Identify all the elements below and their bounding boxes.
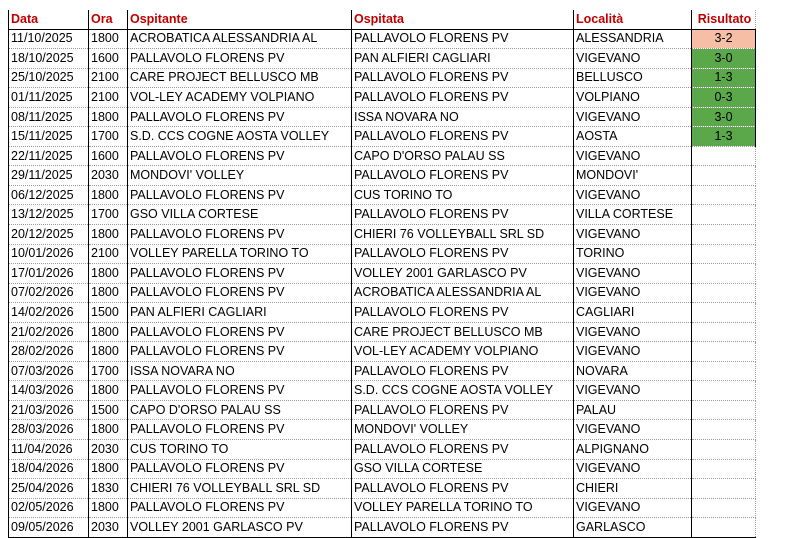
cell-data[interactable]: 28/03/2026 <box>9 420 89 440</box>
header-ospitante[interactable]: Ospitante <box>128 10 352 29</box>
cell-data[interactable]: 17/01/2026 <box>9 264 89 284</box>
cell-data[interactable]: 07/02/2026 <box>9 283 89 303</box>
cell-ora[interactable]: 2030 <box>89 166 128 186</box>
table-row <box>9 205 756 225</box>
cell-ora[interactable]: 1800 <box>89 107 128 127</box>
cell-ospitante[interactable]: PALLAVOLO FLORENS PV <box>128 459 352 479</box>
header-risultato[interactable]: Risultato <box>692 10 756 29</box>
cell-ospitante[interactable]: PALLAVOLO FLORENS PV <box>128 49 352 69</box>
cell-ora[interactable]: 1800 <box>89 381 128 401</box>
cell-ospitante[interactable]: PALLAVOLO FLORENS PV <box>128 283 352 303</box>
table-row <box>9 303 756 323</box>
table-row <box>9 381 756 401</box>
cell-risultato[interactable] <box>692 205 756 225</box>
cell-risultato[interactable] <box>692 264 756 284</box>
cell-ospitata[interactable]: VOL-LEY ACADEMY VOLPIANO <box>352 342 574 362</box>
cell-data[interactable]: 08/11/2025 <box>9 107 89 127</box>
cell-risultato[interactable] <box>692 303 756 323</box>
cell-ora[interactable]: 1800 <box>89 342 128 362</box>
cell-ora[interactable]: 1800 <box>89 283 128 303</box>
cell-ora[interactable]: 1600 <box>89 146 128 166</box>
cell-localita[interactable]: VIGEVANO <box>574 49 692 69</box>
cell-ospitante[interactable]: CARE PROJECT BELLUSCO MB <box>128 68 352 88</box>
cell-data[interactable]: 09/05/2026 <box>9 518 89 538</box>
cell-localita[interactable]: ALPIGNANO <box>574 440 692 460</box>
cell-ospitata[interactable]: GSO VILLA CORTESE <box>352 459 574 479</box>
cell-ospitata[interactable]: PALLAVOLO FLORENS PV <box>352 400 574 420</box>
cell-localita[interactable]: MONDOVI' <box>574 166 692 186</box>
table-row <box>9 225 756 245</box>
schedule-sheet <box>8 10 756 538</box>
cell-data[interactable]: 14/02/2026 <box>9 303 89 323</box>
cell-risultato[interactable]: 3-0 <box>692 107 756 127</box>
cell-risultato[interactable]: 1-3 <box>692 127 756 147</box>
cell-ora[interactable]: 2030 <box>89 518 128 538</box>
cell-data[interactable]: 29/11/2025 <box>9 166 89 186</box>
table-row <box>9 127 756 147</box>
cell-data[interactable]: 06/12/2025 <box>9 185 89 205</box>
cell-ospitante[interactable]: S.D. CCS COGNE AOSTA VOLLEY <box>128 127 352 147</box>
cell-ospitata[interactable]: PALLAVOLO FLORENS PV <box>352 244 574 264</box>
table-row <box>9 49 756 69</box>
cell-ospitante[interactable]: VOLLEY PARELLA TORINO TO <box>128 244 352 264</box>
cell-ospitante[interactable]: MONDOVI' VOLLEY <box>128 166 352 186</box>
cell-ospitante[interactable]: GSO VILLA CORTESE <box>128 205 352 225</box>
cell-ospitata[interactable]: ISSA NOVARA NO <box>352 107 574 127</box>
cell-ospitante[interactable]: VOLLEY 2001 GARLASCO PV <box>128 518 352 538</box>
cell-risultato[interactable] <box>692 244 756 264</box>
cell-ora[interactable]: 1600 <box>89 49 128 69</box>
cell-localita[interactable]: GARLASCO <box>574 518 692 538</box>
cell-ora[interactable]: 1800 <box>89 498 128 518</box>
cell-risultato[interactable] <box>692 498 756 518</box>
cell-ora[interactable]: 1800 <box>89 459 128 479</box>
cell-data[interactable]: 20/12/2025 <box>9 225 89 245</box>
cell-data[interactable]: 28/02/2026 <box>9 342 89 362</box>
table-body <box>9 29 756 537</box>
cell-data[interactable]: 25/10/2025 <box>9 68 89 88</box>
cell-ospitante[interactable]: PALLAVOLO FLORENS PV <box>128 420 352 440</box>
cell-risultato[interactable] <box>692 146 756 166</box>
cell-risultato[interactable] <box>692 185 756 205</box>
cell-risultato[interactable] <box>692 166 756 186</box>
cell-ora[interactable]: 1500 <box>89 400 128 420</box>
cell-ospitata[interactable]: PALLAVOLO FLORENS PV <box>352 440 574 460</box>
cell-localita[interactable]: VIGEVANO <box>574 185 692 205</box>
cell-localita[interactable]: VIGEVANO <box>574 459 692 479</box>
cell-risultato[interactable] <box>692 479 756 499</box>
cell-data[interactable]: 18/04/2026 <box>9 459 89 479</box>
table-row <box>9 342 756 362</box>
cell-risultato[interactable]: 3-0 <box>692 49 756 69</box>
cell-ora[interactable]: 1800 <box>89 322 128 342</box>
cell-localita[interactable]: CAGLIARI <box>574 303 692 323</box>
cell-localita[interactable]: VIGEVANO <box>574 146 692 166</box>
cell-ora[interactable]: 1500 <box>89 303 128 323</box>
table-row <box>9 244 756 264</box>
cell-ora[interactable]: 1800 <box>89 420 128 440</box>
cell-ospitata[interactable]: VOLLEY 2001 GARLASCO PV <box>352 264 574 284</box>
cell-risultato[interactable] <box>692 381 756 401</box>
cell-ospitante[interactable]: PALLAVOLO FLORENS PV <box>128 146 352 166</box>
cell-risultato[interactable]: 3-2 <box>692 29 756 49</box>
cell-ospitante[interactable]: CAPO D'ORSO PALAU SS <box>128 400 352 420</box>
cell-localita[interactable]: VIGEVANO <box>574 420 692 440</box>
cell-localita[interactable]: VIGEVANO <box>574 225 692 245</box>
cell-localita[interactable]: PALAU <box>574 400 692 420</box>
cell-ospitante[interactable]: PALLAVOLO FLORENS PV <box>128 342 352 362</box>
table-row <box>9 459 756 479</box>
cell-ospitante[interactable]: VOL-LEY ACADEMY VOLPIANO <box>128 88 352 108</box>
cell-data[interactable]: 13/12/2025 <box>9 205 89 225</box>
cell-ospitante[interactable]: PALLAVOLO FLORENS PV <box>128 498 352 518</box>
table-row <box>9 166 756 186</box>
cell-ospitante[interactable]: PAN ALFIERI CAGLIARI <box>128 303 352 323</box>
cell-data[interactable]: 11/10/2025 <box>9 29 89 49</box>
cell-localita[interactable]: VIGEVANO <box>574 283 692 303</box>
header-ora[interactable]: Ora <box>89 10 128 29</box>
cell-ospitata[interactable]: PALLAVOLO FLORENS PV <box>352 205 574 225</box>
cell-ospitata[interactable]: CARE PROJECT BELLUSCO MB <box>352 322 574 342</box>
cell-localita[interactable]: VOLPIANO <box>574 88 692 108</box>
cell-ospitata[interactable]: PALLAVOLO FLORENS PV <box>352 68 574 88</box>
cell-ospitante[interactable]: PALLAVOLO FLORENS PV <box>128 185 352 205</box>
cell-data[interactable]: 01/11/2025 <box>9 88 89 108</box>
cell-ora[interactable]: 1830 <box>89 479 128 499</box>
cell-ora[interactable]: 2100 <box>89 244 128 264</box>
table-row <box>9 322 756 342</box>
table-row <box>9 518 756 538</box>
cell-ora[interactable]: 2100 <box>89 88 128 108</box>
cell-ospitante[interactable]: CHIERI 76 VOLLEYBALL SRL SD <box>128 479 352 499</box>
cell-ora[interactable]: 1700 <box>89 205 128 225</box>
cell-ospitante[interactable]: CUS TORINO TO <box>128 440 352 460</box>
cell-ospitata[interactable]: PAN ALFIERI CAGLIARI <box>352 49 574 69</box>
cell-localita[interactable]: VIGEVANO <box>574 107 692 127</box>
cell-risultato[interactable] <box>692 322 756 342</box>
cell-data[interactable]: 25/04/2026 <box>9 479 89 499</box>
cell-localita[interactable]: VIGEVANO <box>574 498 692 518</box>
cell-localita[interactable]: ALESSANDRIA <box>574 29 692 49</box>
cell-risultato[interactable]: 0-3 <box>692 88 756 108</box>
cell-ospitata[interactable]: CHIERI 76 VOLLEYBALL SRL SD <box>352 225 574 245</box>
table-row <box>9 400 756 420</box>
cell-risultato[interactable] <box>692 342 756 362</box>
cell-localita[interactable]: VIGEVANO <box>574 342 692 362</box>
cell-data[interactable]: 10/01/2026 <box>9 244 89 264</box>
cell-ora[interactable]: 1700 <box>89 127 128 147</box>
table-row <box>9 29 756 49</box>
cell-risultato[interactable] <box>692 420 756 440</box>
cell-ospitata[interactable]: PALLAVOLO FLORENS PV <box>352 518 574 538</box>
cell-data[interactable]: 02/05/2026 <box>9 498 89 518</box>
cell-ora[interactable]: 1800 <box>89 225 128 245</box>
cell-ospitata[interactable]: PALLAVOLO FLORENS PV <box>352 479 574 499</box>
cell-risultato[interactable] <box>692 361 756 381</box>
cell-risultato[interactable] <box>692 283 756 303</box>
cell-risultato[interactable] <box>692 440 756 460</box>
table-row <box>9 420 756 440</box>
table-row <box>9 185 756 205</box>
cell-ospitata[interactable]: PALLAVOLO FLORENS PV <box>352 127 574 147</box>
header-localita[interactable]: Località <box>574 10 692 29</box>
cell-ospitata[interactable]: MONDOVI' VOLLEY <box>352 420 574 440</box>
cell-ospitata[interactable]: PALLAVOLO FLORENS PV <box>352 303 574 323</box>
cell-ospitante[interactable]: PALLAVOLO FLORENS PV <box>128 264 352 284</box>
cell-data[interactable]: 14/03/2026 <box>9 381 89 401</box>
cell-data[interactable]: 21/02/2026 <box>9 322 89 342</box>
cell-data[interactable]: 15/11/2025 <box>9 127 89 147</box>
cell-localita[interactable]: VILLA CORTESE <box>574 205 692 225</box>
cell-ospitante[interactable]: PALLAVOLO FLORENS PV <box>128 225 352 245</box>
header-ospitata[interactable]: Ospitata <box>352 10 574 29</box>
cell-ospitata[interactable]: VOLLEY PARELLA TORINO TO <box>352 498 574 518</box>
cell-ospitante[interactable]: PALLAVOLO FLORENS PV <box>128 107 352 127</box>
cell-ospitata[interactable]: S.D. CCS COGNE AOSTA VOLLEY <box>352 381 574 401</box>
cell-ospitante[interactable]: ACROBATICA ALESSANDRIA AL <box>128 29 352 49</box>
table-row <box>9 479 756 499</box>
cell-risultato[interactable] <box>692 225 756 245</box>
header-row <box>9 10 756 29</box>
table-row <box>9 88 756 108</box>
table-row <box>9 264 756 284</box>
cell-ospitante[interactable]: PALLAVOLO FLORENS PV <box>128 322 352 342</box>
cell-data[interactable]: 21/03/2026 <box>9 400 89 420</box>
cell-ora[interactable]: 1800 <box>89 29 128 49</box>
cell-localita[interactable]: TORINO <box>574 244 692 264</box>
cell-localita[interactable]: BELLUSCO <box>574 68 692 88</box>
cell-data[interactable]: 07/03/2026 <box>9 361 89 381</box>
cell-risultato[interactable] <box>692 459 756 479</box>
cell-ora[interactable]: 1800 <box>89 185 128 205</box>
table-row <box>9 68 756 88</box>
cell-localita[interactable]: VIGEVANO <box>574 322 692 342</box>
cell-ospitata[interactable]: CAPO D'ORSO PALAU SS <box>352 146 574 166</box>
table-row <box>9 146 756 166</box>
cell-ora[interactable]: 1700 <box>89 361 128 381</box>
cell-ospitante[interactable]: ISSA NOVARA NO <box>128 361 352 381</box>
schedule-table <box>8 10 756 538</box>
table-row <box>9 440 756 460</box>
cell-ospitata[interactable]: PALLAVOLO FLORENS PV <box>352 166 574 186</box>
cell-ospitata[interactable]: PALLAVOLO FLORENS PV <box>352 29 574 49</box>
cell-ospitata[interactable]: PALLAVOLO FLORENS PV <box>352 361 574 381</box>
cell-risultato[interactable] <box>692 518 756 538</box>
cell-localita[interactable]: CHIERI <box>574 479 692 499</box>
table-row <box>9 361 756 381</box>
cell-ospitata[interactable]: CUS TORINO TO <box>352 185 574 205</box>
table-row <box>9 283 756 303</box>
cell-localita[interactable]: VIGEVANO <box>574 264 692 284</box>
header-data[interactable]: Data <box>9 10 89 29</box>
table-row <box>9 498 756 518</box>
cell-data[interactable]: 11/04/2026 <box>9 440 89 460</box>
table-row <box>9 107 756 127</box>
cell-localita[interactable]: VIGEVANO <box>574 381 692 401</box>
cell-localita[interactable]: NOVARA <box>574 361 692 381</box>
cell-data[interactable]: 18/10/2025 <box>9 49 89 69</box>
cell-ora[interactable]: 2100 <box>89 68 128 88</box>
cell-risultato[interactable] <box>692 400 756 420</box>
cell-ora[interactable]: 1800 <box>89 264 128 284</box>
cell-localita[interactable]: AOSTA <box>574 127 692 147</box>
cell-ora[interactable]: 2030 <box>89 440 128 460</box>
cell-risultato[interactable]: 1-3 <box>692 68 756 88</box>
cell-ospitante[interactable]: PALLAVOLO FLORENS PV <box>128 381 352 401</box>
cell-ospitata[interactable]: PALLAVOLO FLORENS PV <box>352 88 574 108</box>
cell-ospitata[interactable]: ACROBATICA ALESSANDRIA AL <box>352 283 574 303</box>
cell-data[interactable]: 22/11/2025 <box>9 146 89 166</box>
